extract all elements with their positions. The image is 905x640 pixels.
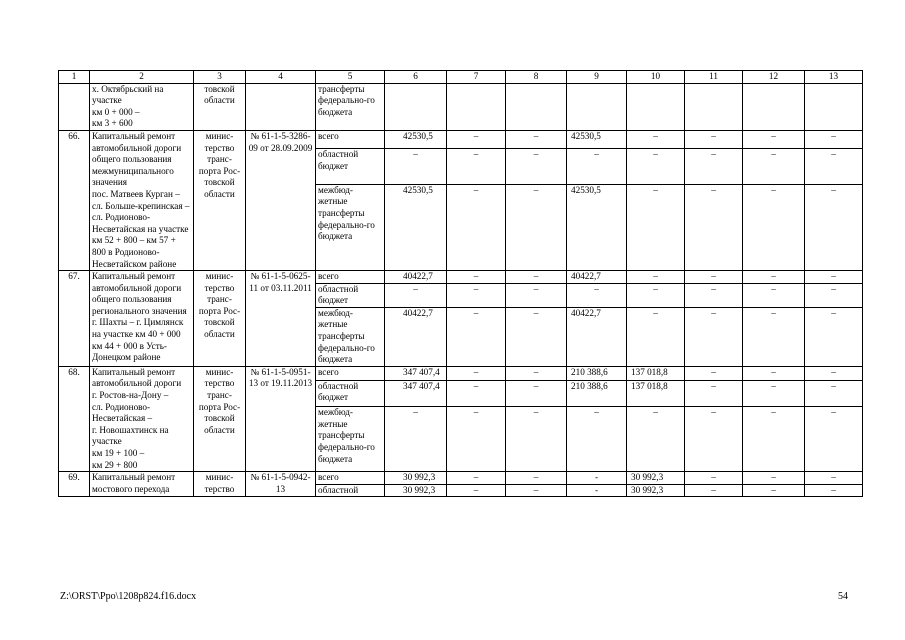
- value-cell: [743, 83, 805, 130]
- value-cell: –: [567, 149, 627, 184]
- customer-cell: товской области: [194, 83, 246, 130]
- value-cell: –: [627, 184, 685, 270]
- value-cell: –: [685, 130, 743, 148]
- value-cell: –: [805, 307, 863, 366]
- header-cell: 3: [194, 71, 246, 84]
- value-cell: –: [506, 380, 567, 407]
- value-cell: –: [506, 184, 567, 270]
- source-cell: межбюд-жетные трансферты федерально-го бюджета: [316, 307, 385, 366]
- header-cell: 13: [805, 71, 863, 84]
- value-cell: -: [567, 472, 627, 485]
- value-cell: –: [743, 271, 805, 284]
- value-cell: –: [805, 149, 863, 184]
- row-number-cell: 68.: [59, 366, 90, 471]
- value-cell: –: [743, 407, 805, 472]
- header-cell: 4: [246, 71, 316, 84]
- value-cell: –: [743, 307, 805, 366]
- value-cell: –: [685, 149, 743, 184]
- value-cell: 30 992,3: [627, 484, 685, 497]
- source-cell: межбюд-жетные трансферты федерально-го бюджета: [316, 407, 385, 472]
- document-cell: № 61-1-5-3286-09 от 28.09.2009: [246, 130, 316, 270]
- value-cell: –: [506, 307, 567, 366]
- value-cell: –: [805, 184, 863, 270]
- table-row: [59, 472, 863, 485]
- document-cell: № 61-1-5-0942-13: [246, 472, 316, 497]
- value-cell: 30 992,3: [385, 472, 447, 485]
- source-cell: всего: [316, 271, 385, 284]
- source-cell: областной бюджет: [316, 149, 385, 184]
- value-cell: –: [385, 407, 447, 472]
- value-cell: –: [506, 130, 567, 148]
- source-cell: областной бюджет: [316, 283, 385, 307]
- value-cell: [567, 83, 627, 130]
- value-cell: –: [805, 472, 863, 485]
- value-cell: –: [685, 307, 743, 366]
- value-cell: –: [627, 149, 685, 184]
- table-row-continuation: [59, 83, 863, 130]
- value-cell: 40422,7: [567, 271, 627, 284]
- value-cell: –: [385, 149, 447, 184]
- header-cell: 1: [59, 71, 90, 84]
- header-cell: 9: [567, 71, 627, 84]
- row-number-cell: 67.: [59, 271, 90, 367]
- value-cell: –: [506, 472, 567, 485]
- value-cell: 30 992,3: [385, 484, 447, 497]
- document-cell: № 61-1-5-0951-13 от 19.11.2013: [246, 366, 316, 471]
- value-cell: 30 992,3: [627, 472, 685, 485]
- value-cell: –: [685, 184, 743, 270]
- value-cell: [506, 83, 567, 130]
- value-cell: 40422,7: [385, 307, 447, 366]
- customer-cell: минис-терство: [194, 472, 246, 497]
- object-name-cell: Капитальный ремонт мостового перехода: [90, 472, 194, 497]
- value-cell: –: [447, 380, 506, 407]
- value-cell: –: [447, 271, 506, 284]
- value-cell: 137 018,8: [627, 366, 685, 380]
- value-cell: 347 407,4: [385, 366, 447, 380]
- value-cell: 137 018,8: [627, 380, 685, 407]
- header-cell: 12: [743, 71, 805, 84]
- document-cell: [246, 83, 316, 130]
- value-cell: –: [743, 130, 805, 148]
- value-cell: –: [805, 380, 863, 407]
- value-cell: –: [685, 366, 743, 380]
- value-cell: –: [685, 472, 743, 485]
- customer-cell: минис-терство транс-порта Рос-товской области: [194, 130, 246, 270]
- value-cell: –: [506, 366, 567, 380]
- value-cell: 347 407,4: [385, 380, 447, 407]
- header-cell: 5: [316, 71, 385, 84]
- value-cell: 42530,5: [385, 184, 447, 270]
- value-cell: [685, 83, 743, 130]
- value-cell: –: [685, 407, 743, 472]
- document-cell: № 61-1-5-0625-11 от 03.11.2011: [246, 271, 316, 367]
- source-cell: областной бюджет: [316, 380, 385, 407]
- value-cell: –: [627, 307, 685, 366]
- footer-file-path: Z:\ORST\Ppo\1208p824.f16.docx: [60, 591, 197, 602]
- value-cell: -: [567, 484, 627, 497]
- customer-cell: минис-терство транс-порта Рос-товской области: [194, 366, 246, 471]
- value-cell: [627, 83, 685, 130]
- value-cell: [805, 83, 863, 130]
- header-cell: 11: [685, 71, 743, 84]
- value-cell: –: [567, 283, 627, 307]
- value-cell: –: [447, 283, 506, 307]
- value-cell: –: [743, 484, 805, 497]
- value-cell: –: [447, 184, 506, 270]
- value-cell: –: [447, 407, 506, 472]
- value-cell: –: [627, 407, 685, 472]
- value-cell: 40422,7: [385, 271, 447, 284]
- value-cell: –: [506, 407, 567, 472]
- value-cell: [447, 83, 506, 130]
- object-name-cell: Капитальный ремонт автомобильной дороги г. Ростов-на-Дону – сл. Родионово-Несветайская – г. Новошахтинск на участке км 19 + 100 – км 29 + 800: [90, 366, 194, 471]
- source-cell: областной: [316, 484, 385, 497]
- page-number: 54: [838, 591, 848, 602]
- object-name-cell: Капитальный ремонт автомобильной дороги общего пользования межмуниципального значения пос. Матвеев Курган – сл. Больше-крепинская – сл. Родионово-Несветайская на участке км 52 + 800 – км 57 + 800 в Родионово-Несветайском районе: [90, 130, 194, 270]
- value-cell: –: [743, 366, 805, 380]
- source-cell: трансферты федерально-го бюджета: [316, 83, 385, 130]
- value-cell: –: [506, 149, 567, 184]
- value-cell: –: [506, 283, 567, 307]
- value-cell: 210 388,6: [567, 366, 627, 380]
- source-cell: межбюд-жетные трансферты федерально-го бюджета: [316, 184, 385, 270]
- value-cell: –: [805, 484, 863, 497]
- header-cell: 6: [385, 71, 447, 84]
- value-cell: –: [685, 271, 743, 284]
- value-cell: –: [743, 472, 805, 485]
- value-cell: –: [685, 380, 743, 407]
- row-number-cell: [59, 83, 90, 130]
- value-cell: –: [743, 149, 805, 184]
- value-cell: –: [447, 366, 506, 380]
- value-cell: –: [385, 283, 447, 307]
- source-cell: всего: [316, 130, 385, 148]
- budget-table: [58, 70, 863, 497]
- source-cell: всего: [316, 472, 385, 485]
- value-cell: –: [447, 472, 506, 485]
- value-cell: –: [627, 130, 685, 148]
- table-row: [59, 130, 863, 148]
- value-cell: [385, 83, 447, 130]
- value-cell: –: [447, 149, 506, 184]
- value-cell: –: [685, 283, 743, 307]
- table-row: [59, 271, 863, 284]
- value-cell: –: [805, 130, 863, 148]
- value-cell: –: [447, 484, 506, 497]
- row-number-cell: 66.: [59, 130, 90, 270]
- object-name-cell: х. Октябрьский на участке км 0 + 000 – км 3 + 600: [90, 83, 194, 130]
- value-cell: 210 388,6: [567, 380, 627, 407]
- header-cell: 7: [447, 71, 506, 84]
- value-cell: 42530,5: [567, 130, 627, 148]
- header-row: [59, 71, 863, 84]
- value-cell: 42530,5: [385, 130, 447, 148]
- value-cell: –: [743, 184, 805, 270]
- value-cell: –: [447, 307, 506, 366]
- header-cell: 10: [627, 71, 685, 84]
- value-cell: –: [567, 407, 627, 472]
- value-cell: –: [805, 283, 863, 307]
- source-cell: всего: [316, 366, 385, 380]
- row-number-cell: 69.: [59, 472, 90, 497]
- customer-cell: минис-терство транс-порта Рос-товской области: [194, 271, 246, 367]
- value-cell: 40422,7: [567, 307, 627, 366]
- value-cell: –: [743, 380, 805, 407]
- value-cell: –: [805, 366, 863, 380]
- value-cell: 42530,5: [567, 184, 627, 270]
- value-cell: –: [743, 283, 805, 307]
- value-cell: –: [627, 271, 685, 284]
- value-cell: –: [447, 130, 506, 148]
- header-cell: 2: [90, 71, 194, 84]
- value-cell: –: [685, 484, 743, 497]
- value-cell: –: [506, 484, 567, 497]
- table-row: [59, 366, 863, 380]
- object-name-cell: Капитальный ремонт автомобильной дороги общего пользования регионального значения г. Шахты – г. Цимлянск на участке км 40 + 000 км 44 + 000 в Усть-Донецком районе: [90, 271, 194, 367]
- header-cell: 8: [506, 71, 567, 84]
- value-cell: –: [805, 271, 863, 284]
- value-cell: –: [805, 407, 863, 472]
- value-cell: –: [506, 271, 567, 284]
- value-cell: –: [627, 283, 685, 307]
